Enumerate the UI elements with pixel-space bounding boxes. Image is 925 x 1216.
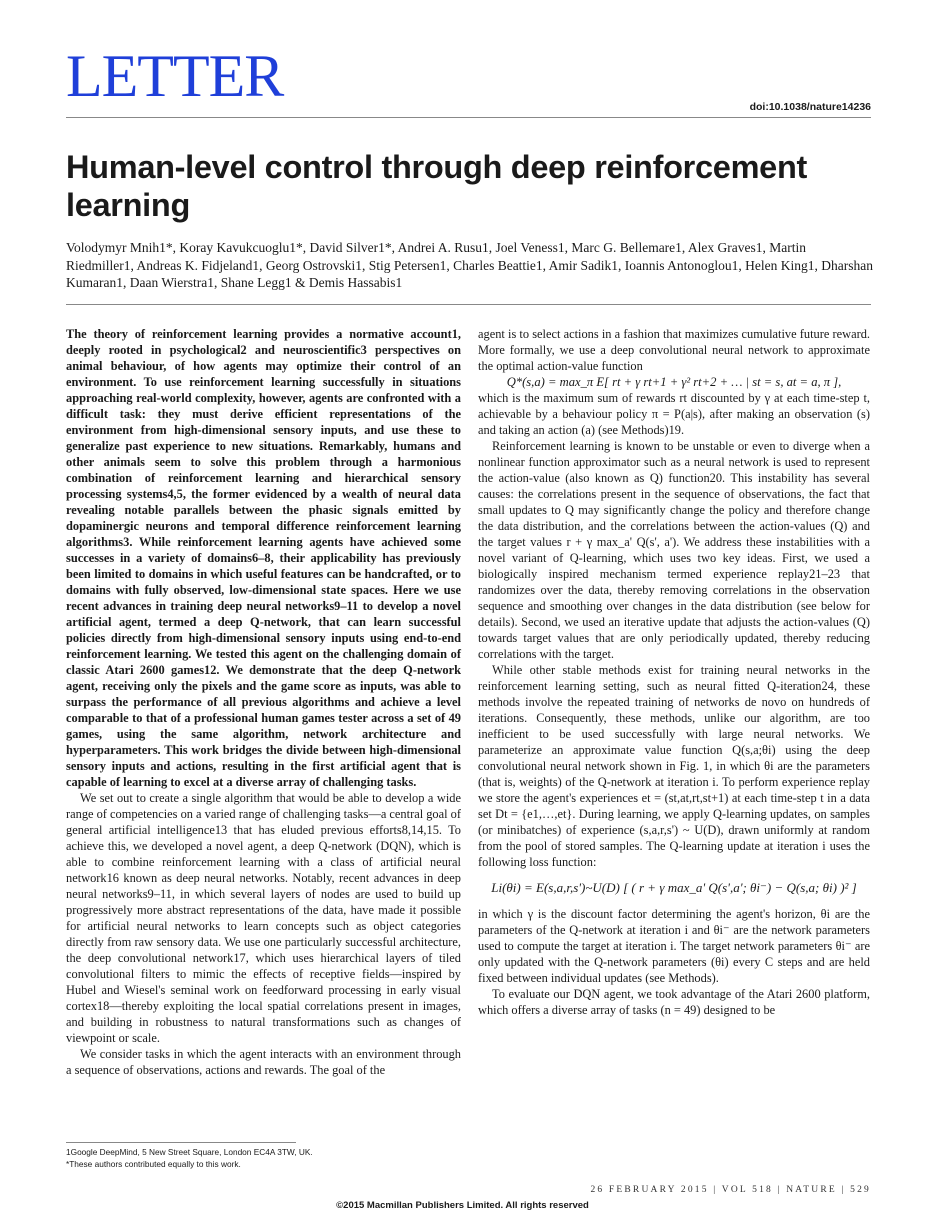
body-paragraph: To evaluate our DQN agent, we took advantage of the Atari 2600 platform, which offers a diverse array of tasks (n = 49) designed to be bbox=[478, 987, 870, 1017]
author-divider bbox=[66, 304, 871, 305]
body-paragraph: which is the maximum sum of rewards rt discounted by γ at each time-step t, achievable by a behaviour policy π = P(a|s), after making an observation (s) and taking an action (a) (see Methods)19. bbox=[478, 391, 870, 437]
column-right bbox=[478, 326, 870, 1018]
equation-optimal-q: Q*(s,a) = max_π E[ rt + γ rt+1 + γ² rt+2 + … | st = s, at = a, π ], bbox=[506, 375, 842, 389]
body-paragraph: in which γ is the discount factor determining the agent's horizon, θi are the parameters of the Q-network at iteration i and θi⁻ are the network parameters used to compute the target at iteration i. The target network parameters θi⁻ are only updated with the Q-network parameters (θi) every C steps and are held fixed between individual updates (see Methods). bbox=[478, 907, 870, 985]
header-divider bbox=[66, 117, 871, 118]
body-paragraph: agent is to select actions in a fashion that maximizes cumulative future reward. More formally, we use a deep convolutional neural network to approximate the optimal action-value function bbox=[478, 327, 870, 373]
column-left bbox=[66, 326, 461, 1078]
article-title: Human-level control through deep reinforcement learning bbox=[66, 149, 808, 223]
body-paragraph: We consider tasks in which the agent interacts with an environment through a sequence of observations, actions and rewards. The goal of the bbox=[66, 1047, 461, 1077]
body-paragraph: We set out to create a single algorithm that would be able to develop a wide range of competencies on a varied range of challenging tasks—a central goal of general artificial intelligence13 that has eluded previous efforts8,14,15. To achieve this, we developed a novel agent, a deep Q-network (DQN), which is able to combine reinforcement learning with a class of artificial neural network16 known as deep neural networks. Notably, recent advances in deep neural networks9–11, in which several layers of nodes are used to build up progressively more abstract representations of the data, have made it possible for artificial neural networks to learn concepts such as object categories directly from raw sensory data. We use one particularly successful architecture, the deep convolutional network17, which uses hierarchical layers of tiled convolutional filters to mimic the effects of receptive fields—inspired by Hubel and Wiesel's seminal work on feedforward processing in early visual cortex18—thereby exploiting the local spatial correlations present in images, and building in robustness to natural transformations such as changes of viewpoint or scale. bbox=[66, 791, 461, 1045]
body-paragraph: Reinforcement learning is known to be unstable or even to diverge when a nonlinear function approximator such as a neural network is used to represent the action-value (also known as Q) function20. This instability has several causes: the correlations present in the sequence of observations, the fact that small updates to Q may significantly change the policy and therefore change the data distribution, and the correlations between the action-values (Q) and the target values r + γ max_a' Q(s', a'). We address these instabilities with a novel variant of Q-learning, which uses two key ideas. First, we used a biologically inspired mechanism termed experience replay21–23 that randomizes over the data, thereby removing correlations in the observation sequence and smoothing over changes in the data distribution (see below for details). Second, we used an iterative update that adjusts the action-values (Q) towards target values that are only periodically updated, thereby reducing correlations with the target. bbox=[478, 439, 870, 661]
section-label: LETTER bbox=[66, 43, 284, 109]
affiliation-footnote: 1Google DeepMind, 5 New Street Square, London EC4A 3TW, UK. bbox=[66, 1147, 313, 1157]
equation-loss: Li(θi) = E(s,a,r,s')~U(D) [ ( r + γ max_a' Q(s',a'; θi⁻) − Q(s,a; θi) )² ] bbox=[491, 880, 857, 895]
body-paragraph: While other stable methods exist for training neural networks in the reinforcement learning setting, such as neural fitted Q-iteration24, these methods involve the repeated training of networks de novo on hundreds of iterations. Consequently, these methods, unlike our algorithm, are too inefficient to be used successfully with large neural networks. We parameterize an approximate value function Q(s,a;θi) using the deep convolutional neural network shown in Fig. 1, in which θi are the parameters (that is, weights) of the Q-network at iteration i. To perform experience replay we store the agent's experiences et = (st,at,rt,st+1) at each time-step t in a data set Dt = {e1,…,et}. During learning, we apply Q-learning updates, on samples (or minibatches) of experience (s,a,r,s') ~ U(D), drawn uniformly at random from the pool of stored samples. The Q-learning update at iteration i uses the following loss function: bbox=[478, 663, 870, 869]
copyright: ©2015 Macmillan Publishers Limited. All rights reserved bbox=[336, 1200, 589, 1211]
footnote-divider bbox=[66, 1142, 296, 1143]
footnotes bbox=[66, 1146, 566, 1170]
abstract: The theory of reinforcement learning provides a normative account1, deeply rooted in psychological2 and neuroscientific3 perspectives on animal behaviour, of how agents may optimize their control of an environment. To use reinforcement learning successfully in situations approaching real-world complexity, however, agents are confronted with a difficult task: they must derive efficient representations of the environment from high-dimensional sensory inputs, and use these to generalize past experience to new situations. Remarkably, humans and other animals seem to solve this problem through a harmonious combination of reinforcement learning and hierarchical sensory processing systems4,5, the former evidenced by a wealth of neural data revealing notable parallels between the phasic signals emitted by dopaminergic neurons and temporal difference reinforcement learning algorithms3. While reinforcement learning agents have achieved some successes in a variety of domains6–8, their applicability has previously been limited to domains in which useful features can be handcrafted, or to domains with fully observed, low-dimensional state spaces. Here we use recent advances in training deep neural networks9–11 to develop a novel artificial agent, termed a deep Q-network, that can learn successful policies directly from high-dimensional sensory inputs using end-to-end reinforcement learning. We tested this agent on the challenging domain of classic Atari 2600 games12. We demonstrate that the deep Q-network agent, receiving only the pixels and the game score as inputs, was able to surpass the performance of all previous algorithms and achieve a level comparable to that of a professional human games tester across a set of 49 games, using the same algorithm, network architecture and hyperparameters. This work bridges the divide between high-dimensional sensory inputs and actions, resulting in the first artificial agent that is capable of learning to excel at a diverse array of challenging tasks. bbox=[66, 327, 461, 789]
page-footer: 26 FEBRUARY 2015 | VOL 518 | NATURE | 529 bbox=[590, 1185, 871, 1195]
author-list: Volodymyr Mnih1*, Koray Kavukcuoglu1*, David Silver1*, Andrei A. Rusu1, Joel Veness1, Marc G. Bellemare1, Alex Graves1, Martin Riedmiller1, Andreas K. Fidjeland1, Georg Ostrovski1, Stig Petersen1, Charles Beattie1, Amir Sadik1, Ioannis Antonoglou1, Helen King1, Dharshan Kumaran1, Daan Wierstra1, Shane Legg1 & Demis Hassabis1 bbox=[66, 240, 874, 290]
equal-contribution-footnote: *These authors contributed equally to this work. bbox=[66, 1159, 241, 1169]
doi[interactable]: doi:10.1038/nature14236 bbox=[749, 101, 871, 113]
